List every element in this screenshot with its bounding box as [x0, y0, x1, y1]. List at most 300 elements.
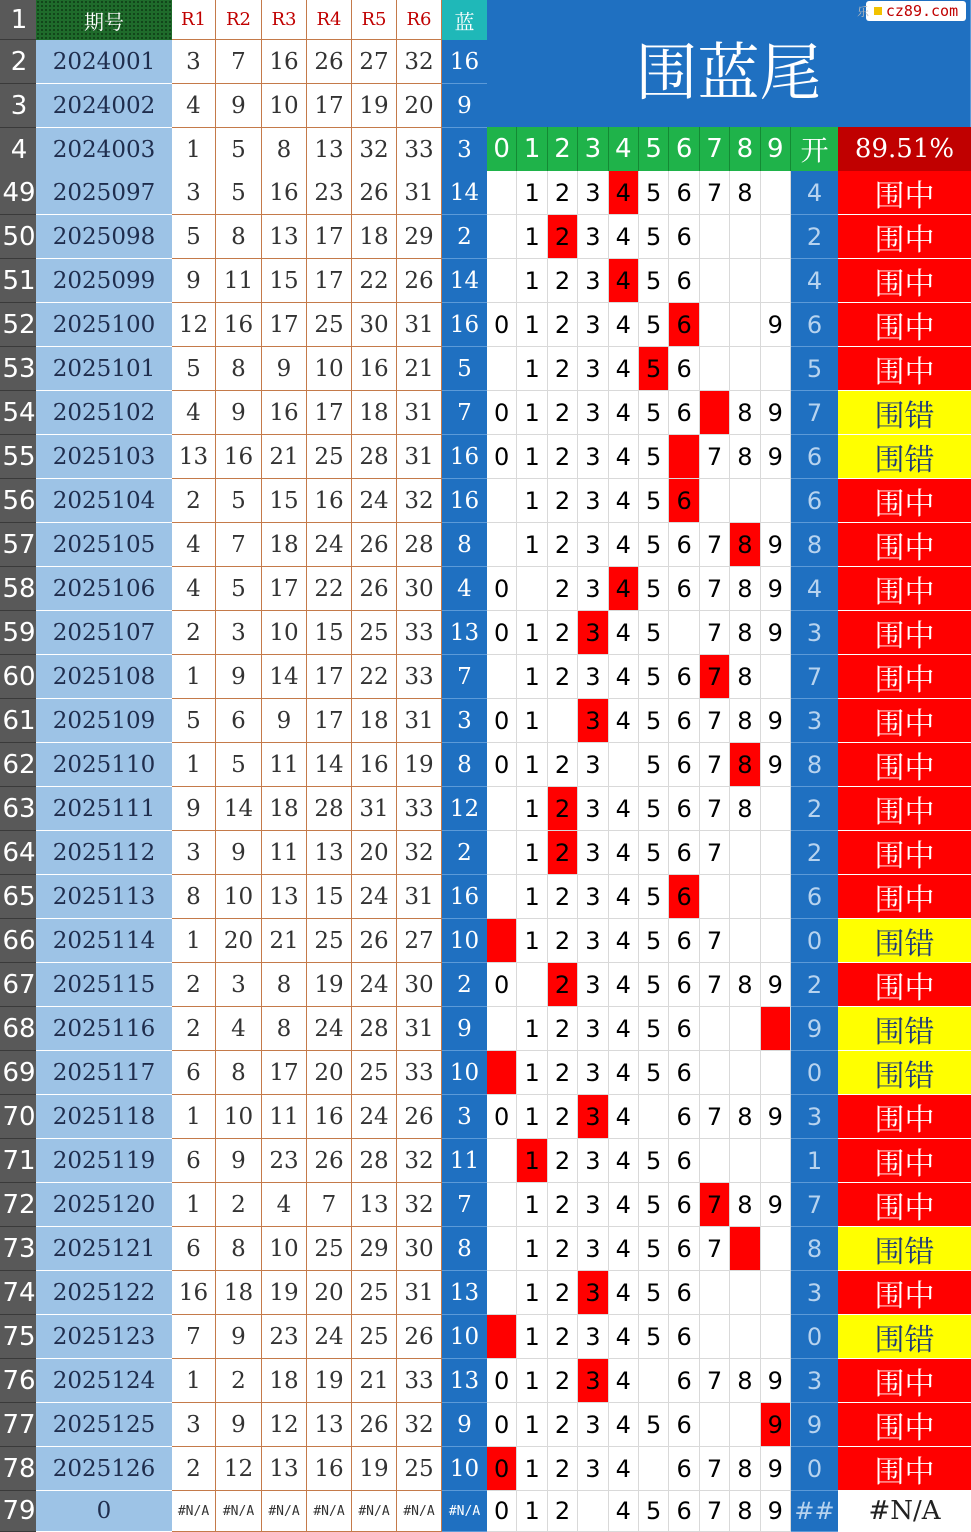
blue-ball-cell[interactable]: 14 [442, 171, 487, 215]
digit-cell[interactable]: 4 [609, 1095, 639, 1139]
row-number[interactable]: 4 [0, 128, 36, 172]
red-ball-cell[interactable]: 9 [216, 831, 262, 875]
digit-cell[interactable]: 1 [517, 1095, 547, 1139]
red-ball-cell[interactable]: 14 [307, 743, 352, 787]
digit-cell[interactable]: 6 [669, 1095, 699, 1139]
red-ball-cell[interactable]: 17 [307, 699, 352, 743]
digit-cell[interactable]: 1 [517, 1271, 547, 1315]
digit-cell[interactable]: 3 [578, 479, 608, 523]
digit-cell[interactable]: 1 [517, 611, 547, 655]
digit-cell[interactable]: 1 [517, 1051, 547, 1095]
digit-cell[interactable]: 1 [517, 1183, 547, 1227]
digit-cell[interactable]: 9 [761, 523, 791, 567]
red-ball-cell[interactable]: 10 [262, 1227, 307, 1271]
red-ball-cell[interactable]: 9 [216, 1315, 262, 1359]
red-ball-cell[interactable]: 9 [262, 347, 307, 391]
digit-cell[interactable] [487, 655, 517, 699]
digit-cell[interactable]: 1 [517, 875, 547, 919]
digit-cell[interactable]: 4 [609, 171, 639, 215]
red-ball-cell[interactable]: 21 [262, 435, 307, 479]
red-ball-cell[interactable]: 30 [397, 1227, 442, 1271]
digit-cell[interactable]: 7 [700, 1359, 730, 1403]
red-ball-cell[interactable]: 8 [216, 215, 262, 259]
red-ball-cell[interactable]: 1 [172, 128, 216, 172]
digit-cell[interactable]: 7 [700, 699, 730, 743]
digit-cell[interactable]: 4 [609, 1183, 639, 1227]
red-ball-cell[interactable]: 28 [397, 523, 442, 567]
digit-cell[interactable] [761, 1007, 791, 1051]
digit-cell[interactable] [487, 787, 517, 831]
result-cell[interactable]: 围错 [838, 919, 971, 963]
digit-cell[interactable]: 3 [578, 1183, 608, 1227]
result-cell[interactable]: 围中 [838, 1271, 971, 1315]
digit-cell[interactable]: 9 [761, 391, 791, 435]
red-ball-cell[interactable]: 3 [216, 611, 262, 655]
digit-cell[interactable]: 6 [669, 1227, 699, 1271]
qihao-cell[interactable]: 2025103 [36, 435, 172, 479]
digit-cell[interactable]: 6 [669, 391, 699, 435]
digit-cell[interactable]: 6 [669, 215, 699, 259]
red-ball-cell[interactable]: 17 [307, 215, 352, 259]
digit-cell[interactable]: 3 [578, 259, 608, 303]
digit-cell[interactable]: 1 [517, 1227, 547, 1271]
open-tail-cell[interactable]: 0 [791, 1051, 838, 1095]
red-ball-cell[interactable]: 7 [216, 523, 262, 567]
qihao-cell[interactable]: 2025098 [36, 215, 172, 259]
qihao-cell[interactable]: 2025114 [36, 919, 172, 963]
result-cell[interactable]: 围中 [838, 567, 971, 611]
digit-cell[interactable]: 1 [517, 919, 547, 963]
digit-cell[interactable]: 1 [517, 391, 547, 435]
red-ball-cell[interactable]: 27 [352, 40, 397, 84]
red-ball-cell[interactable]: 32 [397, 831, 442, 875]
open-tail-cell[interactable]: 7 [791, 391, 838, 435]
digit-cell[interactable]: 5 [639, 303, 669, 347]
digit-cell[interactable] [487, 919, 517, 963]
blue-ball-cell[interactable]: 10 [442, 1447, 487, 1491]
red-ball-cell[interactable]: 7 [216, 40, 262, 84]
result-cell[interactable]: 围中 [838, 215, 971, 259]
red-ball-cell[interactable]: 30 [352, 303, 397, 347]
red-ball-cell[interactable]: 4 [216, 1007, 262, 1051]
red-ball-cell[interactable]: 28 [307, 787, 352, 831]
result-cell[interactable]: 围中 [838, 875, 971, 919]
digit-cell[interactable]: 3 [578, 611, 608, 655]
digit-cell[interactable] [700, 215, 730, 259]
blue-ball-cell[interactable]: 2 [442, 963, 487, 1007]
open-tail-cell[interactable]: 0 [791, 919, 838, 963]
open-tail-cell[interactable]: 3 [791, 611, 838, 655]
digit-cell[interactable]: 9 [761, 1491, 791, 1532]
digit-cell[interactable]: 5 [639, 611, 669, 655]
digit-cell[interactable]: 1 [517, 523, 547, 567]
red-ball-cell[interactable]: 5 [172, 347, 216, 391]
digit-cell[interactable]: 6 [669, 743, 699, 787]
digit-cell[interactable]: 7 [700, 435, 730, 479]
red-ball-cell[interactable]: 33 [397, 787, 442, 831]
blue-ball-cell[interactable]: 3 [442, 1095, 487, 1139]
red-ball-cell[interactable]: 2 [172, 1007, 216, 1051]
open-tail-cell[interactable]: 0 [791, 1447, 838, 1491]
blue-ball-cell[interactable]: 13 [442, 611, 487, 655]
digit-cell[interactable] [669, 435, 699, 479]
digit-cell[interactable]: 6 [669, 787, 699, 831]
qihao-cell[interactable]: 2025113 [36, 875, 172, 919]
digit-cell[interactable]: 2 [548, 435, 578, 479]
open-tail-cell[interactable]: 1 [791, 1139, 838, 1183]
digit-cell[interactable]: 1 [517, 435, 547, 479]
digit-cell[interactable]: 4 [609, 963, 639, 1007]
red-ball-cell[interactable]: 13 [262, 875, 307, 919]
digit-cell[interactable] [487, 259, 517, 303]
digit-cell[interactable]: 5 [639, 479, 669, 523]
red-ball-cell[interactable]: 17 [262, 1051, 307, 1095]
red-ball-cell[interactable]: 33 [397, 1359, 442, 1403]
qihao-cell[interactable]: 2025122 [36, 1271, 172, 1315]
digit-cell[interactable]: 9 [761, 303, 791, 347]
digit-cell[interactable]: 5 [639, 391, 669, 435]
digit-cell[interactable]: 9 [761, 435, 791, 479]
blue-ball-cell[interactable]: 8 [442, 523, 487, 567]
red-ball-cell[interactable]: 19 [307, 963, 352, 1007]
digit-cell[interactable] [730, 1051, 760, 1095]
result-cell[interactable]: 围中 [838, 523, 971, 567]
open-tail-cell[interactable]: 6 [791, 875, 838, 919]
digit-cell[interactable]: 3 [578, 1447, 608, 1491]
digit-cell[interactable]: 6 [669, 303, 699, 347]
red-ball-cell[interactable]: 31 [397, 435, 442, 479]
blue-ball-cell[interactable]: 13 [442, 1359, 487, 1403]
result-cell[interactable]: 围中 [838, 699, 971, 743]
qihao-cell[interactable]: 2025111 [36, 787, 172, 831]
qihao-cell[interactable]: 2025118 [36, 1095, 172, 1139]
red-ball-cell[interactable]: 9 [216, 1139, 262, 1183]
digit-cell[interactable]: 2 [548, 1227, 578, 1271]
digit-cell[interactable]: 2 [548, 875, 578, 919]
qihao-cell[interactable]: 2025112 [36, 831, 172, 875]
red-ball-cell[interactable]: 3 [172, 40, 216, 84]
red-ball-cell[interactable]: 12 [216, 1447, 262, 1491]
digit-cell[interactable]: 3 [578, 1403, 608, 1447]
digit-cell[interactable] [761, 1227, 791, 1271]
digit-cell[interactable]: 3 [578, 391, 608, 435]
qihao-cell[interactable]: 2025101 [36, 347, 172, 391]
red-ball-cell[interactable]: 8 [262, 963, 307, 1007]
digit-cell[interactable]: 4 [609, 523, 639, 567]
digit-cell[interactable] [487, 1227, 517, 1271]
red-ball-cell[interactable]: 9 [216, 1403, 262, 1447]
red-ball-cell[interactable]: 26 [397, 1095, 442, 1139]
red-ball-cell[interactable]: 5 [216, 567, 262, 611]
open-tail-cell[interactable]: 3 [791, 699, 838, 743]
row-number[interactable]: 3 [0, 84, 36, 128]
digit-cell[interactable]: 8 [730, 699, 760, 743]
digit-cell[interactable]: 3 [578, 171, 608, 215]
red-ball-cell[interactable]: 26 [307, 1139, 352, 1183]
digit-cell[interactable] [700, 303, 730, 347]
red-ball-cell[interactable]: 19 [307, 1359, 352, 1403]
qihao-cell[interactable]: 2025106 [36, 567, 172, 611]
red-ball-cell[interactable]: 20 [352, 831, 397, 875]
red-ball-cell[interactable]: 23 [262, 1139, 307, 1183]
digit-cell[interactable] [487, 1183, 517, 1227]
red-ball-cell[interactable]: 26 [397, 1315, 442, 1359]
digit-cell[interactable]: 5 [639, 435, 669, 479]
digit-cell[interactable] [700, 1271, 730, 1315]
qihao-cell[interactable]: 2025102 [36, 391, 172, 435]
digit-cell[interactable]: 3 [578, 655, 608, 699]
red-ball-cell[interactable]: 3 [172, 171, 216, 215]
digit-cell[interactable]: 4 [609, 259, 639, 303]
red-ball-cell[interactable]: 20 [397, 84, 442, 128]
blue-ball-cell[interactable]: 4 [442, 567, 487, 611]
row-number[interactable]: 72 [0, 1183, 36, 1227]
red-ball-cell[interactable]: 18 [262, 1359, 307, 1403]
qihao-cell[interactable]: 2024002 [36, 84, 172, 128]
red-ball-cell[interactable]: 18 [352, 391, 397, 435]
qihao-cell[interactable]: 2025110 [36, 743, 172, 787]
red-ball-cell[interactable]: 4 [172, 567, 216, 611]
digit-cell[interactable]: 7 [700, 523, 730, 567]
digit-cell[interactable] [730, 1139, 760, 1183]
digit-cell[interactable]: 2 [548, 1139, 578, 1183]
digit-cell[interactable]: 6 [669, 831, 699, 875]
red-ball-cell[interactable]: 5 [216, 743, 262, 787]
red-ball-cell[interactable]: 33 [397, 1051, 442, 1095]
digit-cell[interactable]: 2 [548, 347, 578, 391]
digit-cell[interactable]: 7 [700, 655, 730, 699]
red-ball-cell[interactable]: 25 [307, 1227, 352, 1271]
digit-cell[interactable]: 4 [609, 479, 639, 523]
digit-cell[interactable]: 8 [730, 567, 760, 611]
red-ball-cell[interactable]: 26 [307, 40, 352, 84]
digit-cell[interactable]: 8 [730, 1183, 760, 1227]
digit-cell[interactable]: 3 [578, 1315, 608, 1359]
digit-cell[interactable]: 2 [548, 523, 578, 567]
red-ball-cell[interactable]: 24 [307, 523, 352, 567]
digit-cell[interactable]: 8 [730, 611, 760, 655]
digit-cell[interactable]: 7 [700, 1095, 730, 1139]
blue-ball-cell[interactable]: 10 [442, 1315, 487, 1359]
open-tail-cell[interactable]: 0 [791, 1315, 838, 1359]
red-ball-cell[interactable]: 10 [216, 875, 262, 919]
blue-ball-cell[interactable]: 16 [442, 435, 487, 479]
digit-cell[interactable] [730, 1271, 760, 1315]
open-tail-cell[interactable]: 9 [791, 1007, 838, 1051]
row-number[interactable]: 51 [0, 259, 36, 303]
red-ball-cell[interactable]: 1 [172, 919, 216, 963]
digit-cell[interactable]: 8 [730, 1491, 760, 1532]
red-ball-cell[interactable]: 10 [307, 347, 352, 391]
qihao-cell[interactable]: 2025116 [36, 1007, 172, 1051]
red-ball-cell[interactable]: 2 [172, 963, 216, 1007]
digit-cell[interactable]: 9 [761, 1403, 791, 1447]
digit-cell[interactable]: 0 [487, 1095, 517, 1139]
red-ball-cell[interactable]: 32 [352, 128, 397, 172]
red-ball-cell[interactable]: 25 [352, 611, 397, 655]
digit-cell[interactable]: 4 [609, 347, 639, 391]
red-ball-cell[interactable]: 31 [397, 303, 442, 347]
row-number[interactable]: 76 [0, 1359, 36, 1403]
open-tail-cell[interactable]: 3 [791, 1359, 838, 1403]
red-ball-cell[interactable]: 19 [352, 1447, 397, 1491]
red-ball-cell[interactable]: 16 [216, 435, 262, 479]
digit-cell[interactable]: 6 [669, 919, 699, 963]
red-ball-cell[interactable]: 32 [397, 1139, 442, 1183]
digit-cell[interactable]: 0 [487, 699, 517, 743]
digit-cell[interactable]: 3 [578, 963, 608, 1007]
digit-cell[interactable]: 2 [548, 743, 578, 787]
result-cell[interactable]: 围中 [838, 1403, 971, 1447]
red-ball-cell[interactable]: 16 [307, 1095, 352, 1139]
red-ball-cell[interactable]: 26 [352, 523, 397, 567]
digit-cell[interactable]: 0 [487, 567, 517, 611]
digit-cell[interactable]: 7 [700, 743, 730, 787]
red-ball-cell[interactable]: 25 [352, 1271, 397, 1315]
red-ball-cell[interactable]: 24 [352, 1095, 397, 1139]
result-cell[interactable]: 围中 [838, 1139, 971, 1183]
qihao-cell[interactable]: 2025121 [36, 1227, 172, 1271]
red-ball-cell[interactable]: 20 [216, 919, 262, 963]
red-ball-cell[interactable]: 15 [262, 259, 307, 303]
result-cell[interactable]: 围中 [838, 1447, 971, 1491]
blue-ball-cell[interactable]: 8 [442, 743, 487, 787]
red-ball-cell[interactable]: 25 [397, 1447, 442, 1491]
red-ball-cell[interactable]: 9 [172, 259, 216, 303]
red-ball-cell[interactable]: 15 [307, 875, 352, 919]
digit-cell[interactable]: 3 [578, 347, 608, 391]
digit-cell[interactable]: 1 [517, 831, 547, 875]
red-ball-cell[interactable]: 24 [307, 1007, 352, 1051]
red-ball-cell[interactable]: 16 [262, 40, 307, 84]
open-tail-cell[interactable]: 6 [791, 303, 838, 347]
digit-cell[interactable]: 7 [700, 963, 730, 1007]
digit-cell[interactable]: 5 [639, 1139, 669, 1183]
red-ball-cell[interactable]: 4 [172, 391, 216, 435]
open-tail-cell[interactable]: ## [791, 1491, 838, 1532]
red-ball-cell[interactable]: 13 [172, 435, 216, 479]
digit-cell[interactable]: 9 [761, 1095, 791, 1139]
digit-cell[interactable] [761, 1051, 791, 1095]
red-ball-cell[interactable]: 26 [352, 171, 397, 215]
red-ball-cell[interactable]: 31 [397, 1271, 442, 1315]
red-ball-cell[interactable]: 16 [262, 391, 307, 435]
result-cell[interactable]: 围错 [838, 391, 971, 435]
red-ball-cell[interactable]: 17 [262, 567, 307, 611]
row-number[interactable]: 70 [0, 1095, 36, 1139]
digit-cell[interactable]: 2 [548, 1315, 578, 1359]
digit-cell[interactable]: 1 [517, 1315, 547, 1359]
digit-cell[interactable]: 4 [609, 831, 639, 875]
open-tail-cell[interactable]: 3 [791, 1271, 838, 1315]
digit-cell[interactable]: 1 [517, 215, 547, 259]
red-ball-cell[interactable]: #N/A [262, 1491, 307, 1532]
red-ball-cell[interactable]: 32 [397, 1403, 442, 1447]
digit-cell[interactable] [700, 479, 730, 523]
digit-cell[interactable] [487, 875, 517, 919]
digit-cell[interactable]: 2 [548, 655, 578, 699]
result-cell[interactable]: 围中 [838, 259, 971, 303]
digit-cell[interactable] [487, 1139, 517, 1183]
red-ball-cell[interactable]: #N/A [172, 1491, 216, 1532]
open-tail-cell[interactable]: 4 [791, 259, 838, 303]
digit-cell[interactable]: 4 [609, 1227, 639, 1271]
result-cell[interactable]: 围中 [838, 171, 971, 215]
qihao-cell[interactable]: 2025105 [36, 523, 172, 567]
digit-cell[interactable]: 3 [578, 1271, 608, 1315]
digit-cell[interactable]: 3 [578, 875, 608, 919]
red-ball-cell[interactable]: 33 [397, 611, 442, 655]
digit-cell[interactable]: 2 [548, 787, 578, 831]
digit-cell[interactable]: 2 [548, 831, 578, 875]
red-ball-cell[interactable]: 3 [172, 1403, 216, 1447]
digit-cell[interactable] [730, 1315, 760, 1359]
blue-ball-cell[interactable]: 12 [442, 787, 487, 831]
digit-cell[interactable]: 5 [639, 1315, 669, 1359]
digit-cell[interactable]: 9 [761, 699, 791, 743]
red-ball-cell[interactable]: 2 [216, 1359, 262, 1403]
red-ball-cell[interactable]: 25 [352, 1051, 397, 1095]
digit-cell[interactable]: 7 [700, 611, 730, 655]
digit-cell[interactable] [761, 875, 791, 919]
digit-cell[interactable] [761, 347, 791, 391]
digit-cell[interactable]: 6 [669, 171, 699, 215]
digit-cell[interactable]: 2 [548, 479, 578, 523]
red-ball-cell[interactable]: 9 [262, 699, 307, 743]
row-number[interactable]: 53 [0, 347, 36, 391]
digit-cell[interactable] [669, 611, 699, 655]
red-ball-cell[interactable]: 8 [172, 875, 216, 919]
digit-cell[interactable]: 6 [669, 1051, 699, 1095]
red-ball-cell[interactable]: 9 [172, 787, 216, 831]
result-cell[interactable]: 围中 [838, 743, 971, 787]
digit-cell[interactable] [700, 1139, 730, 1183]
blue-ball-cell[interactable]: 9 [442, 1007, 487, 1051]
digit-cell[interactable]: 6 [669, 1403, 699, 1447]
qihao-cell[interactable]: 2025099 [36, 259, 172, 303]
digit-cell[interactable] [761, 1139, 791, 1183]
red-ball-cell[interactable]: 30 [397, 567, 442, 611]
row-number[interactable]: 66 [0, 919, 36, 963]
red-ball-cell[interactable]: 31 [397, 875, 442, 919]
digit-cell[interactable]: 0 [487, 743, 517, 787]
red-ball-cell[interactable]: 16 [307, 479, 352, 523]
digit-cell[interactable] [761, 1271, 791, 1315]
row-number[interactable]: 2 [0, 40, 36, 84]
blue-ball-cell[interactable]: 3 [442, 128, 487, 172]
digit-cell[interactable]: 1 [517, 1359, 547, 1403]
red-ball-cell[interactable]: 11 [262, 1095, 307, 1139]
red-ball-cell[interactable]: 18 [352, 699, 397, 743]
digit-cell[interactable] [639, 1095, 669, 1139]
digit-cell[interactable]: 5 [639, 655, 669, 699]
digit-cell[interactable] [761, 655, 791, 699]
row-number[interactable]: 52 [0, 303, 36, 347]
digit-cell[interactable]: 2 [548, 1359, 578, 1403]
red-ball-cell[interactable]: 5 [216, 479, 262, 523]
digit-cell[interactable]: 3 [578, 523, 608, 567]
digit-cell[interactable]: 4 [609, 1139, 639, 1183]
row-number[interactable]: 71 [0, 1139, 36, 1183]
digit-cell[interactable]: 7 [700, 1227, 730, 1271]
digit-cell[interactable]: 6 [669, 1139, 699, 1183]
result-cell[interactable]: 围错 [838, 1051, 971, 1095]
red-ball-cell[interactable]: 18 [262, 787, 307, 831]
red-ball-cell[interactable]: 25 [352, 1315, 397, 1359]
result-cell[interactable]: 围中 [838, 479, 971, 523]
digit-cell[interactable]: 2 [548, 1447, 578, 1491]
red-ball-cell[interactable]: 17 [262, 303, 307, 347]
